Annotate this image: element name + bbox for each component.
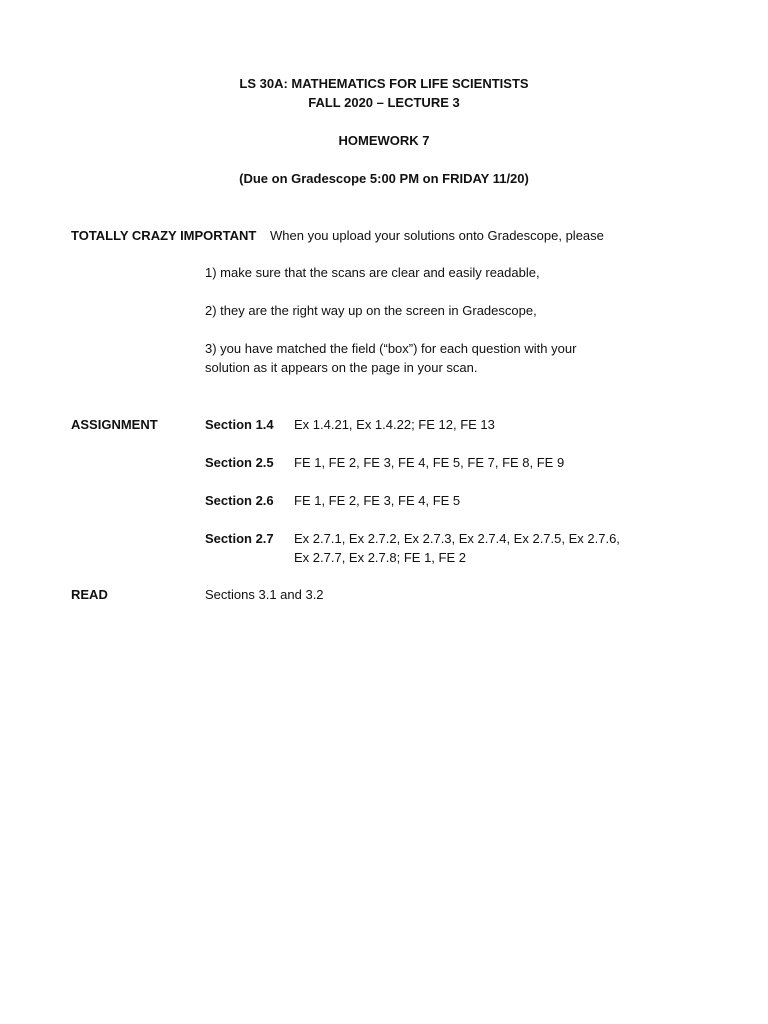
important-intro: When you upload your solutions onto Gradescope, please (270, 228, 604, 243)
section-name: Section 2.6 (205, 493, 274, 508)
section-problems: Ex 2.7.1, Ex 2.7.2, Ex 2.7.3, Ex 2.7.4, Ex 2.7.5, Ex 2.7.6, (294, 531, 620, 546)
due-date: (Due on Gradescope 5:00 PM on FRIDAY 11/20) (239, 171, 529, 186)
read-label: READ (71, 587, 108, 602)
section-problems: Ex 1.4.21, Ex 1.4.22; FE 12, FE 13 (294, 417, 495, 432)
read-text: Sections 3.1 and 3.2 (205, 587, 324, 602)
section-name: Section 2.7 (205, 531, 274, 546)
important-item-2: 2) they are the right way up on the screen in Gradescope, (205, 303, 537, 318)
important-item-3: 3) you have matched the field (“box”) for each question with your (205, 341, 577, 356)
section-name: Section 1.4 (205, 417, 274, 432)
section-problems: FE 1, FE 2, FE 3, FE 4, FE 5, FE 7, FE 8, FE 9 (294, 455, 565, 470)
section-problems-cont: Ex 2.7.7, Ex 2.7.8; FE 1, FE 2 (294, 550, 466, 565)
homework-title: HOMEWORK 7 (338, 133, 430, 148)
course-title: LS 30A: MATHEMATICS FOR LIFE SCIENTISTS (239, 76, 529, 91)
section-name: Section 2.5 (205, 455, 274, 470)
important-item-3-cont: solution as it appears on the page in your scan. (205, 360, 478, 375)
section-problems: FE 1, FE 2, FE 3, FE 4, FE 5 (294, 493, 461, 508)
important-item-1: 1) make sure that the scans are clear and easily readable, (205, 265, 540, 280)
assignment-label: ASSIGNMENT (71, 417, 158, 432)
important-label: TOTALLY CRAZY IMPORTANT (71, 228, 257, 243)
term-lecture: FALL 2020 – LECTURE 3 (308, 95, 460, 110)
